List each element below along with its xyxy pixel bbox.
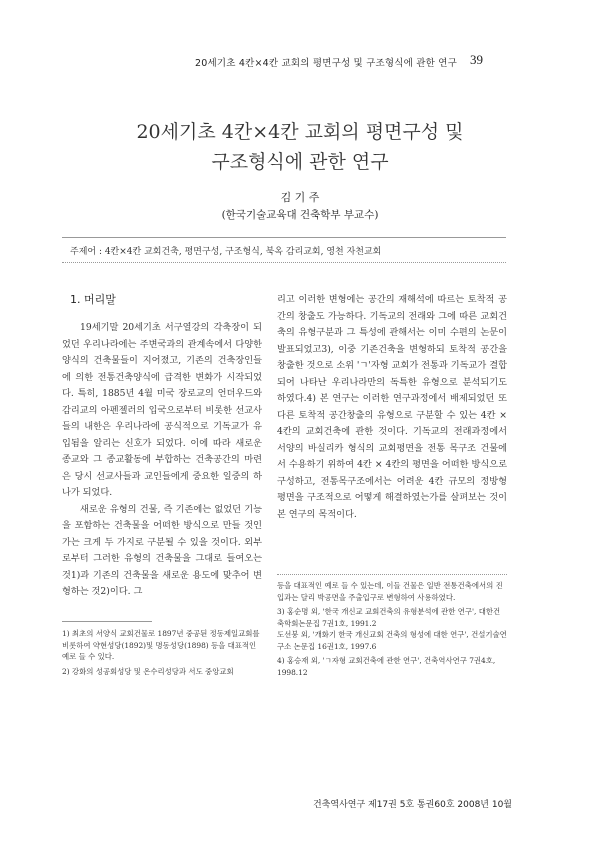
- footnotes-right: [277, 580, 507, 681]
- footnote: 1) 최초의 서양식 교회건물로 1897년 중공된 정동제일교회를 비롯하여 약현성당(1892)및 명동성당(1898) 등을 대표적인 예로 들 수 있다.: [62, 629, 260, 661]
- footnotes-left: [62, 628, 262, 680]
- footnote-rule-left: [62, 621, 152, 622]
- page-number: 39: [470, 52, 483, 67]
- keywords: 주제어 : 4칸×4칸 교회건축, 평면구성, 구조형식, 북옥 감리교회, 영천 자천교회: [70, 247, 382, 257]
- footnote-rule-right: [277, 574, 507, 575]
- footnote: 3) 홍순명 외, '한국 개신교 교회건축의 유형분석에 관한 연구', 대한건축학회논문집 7권1호, 1991.2 도선붕 외, '개화기 한국 개신교회 건축의 형성에 대한 연구', 건설기술연구소 논문집 16권1호, 1997.6: [277, 607, 507, 651]
- journal-info: 건축역사연구 제17권 5호 통권60호 2008년 10월: [312, 800, 512, 810]
- running-header: 20세기초 4칸×4칸 교회의 평면구성 및 구조형식에 관한 연구: [195, 58, 457, 69]
- footnote: 4) 홍승재 외, 'ㄱ자형 교회건축에 관한 연구', 건축역사연구 7권4호, 1998.12: [277, 656, 496, 677]
- section-heading: 1. 머리말: [70, 293, 116, 306]
- footnote: 2) 강화의 성공회성당 및 온수리성당과 서도 중앙교회: [62, 666, 234, 676]
- author-affiliation: (한국기술교육대 건축학부 부교수): [221, 209, 379, 221]
- author-name: 김 기 주: [280, 191, 320, 204]
- paragraph: 새로운 유형의 건물, 즉 기존에는 없었던 기능을 포함하는 건축물을 어떠한 방식으로 만들 것인가는 크게 두 가지로 구분될 수 있을 것이다. 외부로부터 그러한 유형의 건축물을 그대로 들여오는 것1)과 기존의 건축물을 새로운 용도에 맞추어 변형하는 것2)이다. 그: [62, 503, 262, 597]
- keywords-top-rule: [62, 237, 506, 238]
- article-title: [0, 117, 600, 177]
- keywords-bottom-rule: [62, 262, 506, 263]
- footnote: 등을 대표적인 예로 들 수 있는데, 이들 건물은 일반 전통건축에서의 진입과는 달리 박공면을 주출입구로 변형하여 사용하였다.: [277, 581, 503, 602]
- title-line-1: 20세기초 4칸×4칸 교회의 평면구성 및: [136, 121, 464, 143]
- right-column: [277, 292, 507, 523]
- title-line-2: 구조형식에 관한 연구: [211, 151, 389, 173]
- paragraph: 19세기말 20세기초 서구열강의 각축장이 되었던 우리나라에는 주변국과의 관계속에서 다양한 양식의 건축물들이 지어졌고, 기존의 건축장인들에 의한 전통건축양식에 급격한 변화가 시작되었다. 특히, 1885년 4월 미국 장로교의 언더우드와 감리교의 아펜젤러의 입국으로부터 비롯한 선교사들의 내한은 우리나라에 공식적으로 기독교가 유입됨을 알리는 신호가 되었다. 이에 따라 새로운 종교와 그 종교활동에 부합하는 건축공간의 마련은 당시 선교사들과 교인들에게 중요한 일중의 하나가 되었다.: [62, 322, 262, 498]
- left-column: [62, 320, 262, 601]
- paragraph: 리고 이러한 변형에는 공간의 재해석에 따르는 토착적 공간의 창출도 가능하다. 기독교의 전래와 그에 따른 교회건축의 유형구분과 그 특성에 관해서는 이미 수편의 논문이 발표되었고3), 이중 기존건축을 변형하되 토착적 공간을 창출한 것으로 소위 'ㄱ'자형 교회가 전통과 기독교가 결합되어 나타난 우리나라만의 독특한 유형으로 분석되기도 하였다.4) 본 연구는 이러한 연구과정에서 배제되었던 또 다른 토착적 공간창출의 유형으로 구분할 수 있는 4칸 × 4칸의 교회건축에 관한 것이다. 기독교의 전래과정에서 서양의 바실리카 형식의 교회평면을 전통 목구조 건물에서 수용하기 위하여 4칸 × 4칸의 평면을 어떠한 방식으로 구성하고, 전통목구조에서는 어려운 4칸 규모의 정방형 평면을 구조적으로 어떻게 해결하였는가를 살펴보는 것이 본 연구의 목적이다.: [277, 294, 507, 520]
